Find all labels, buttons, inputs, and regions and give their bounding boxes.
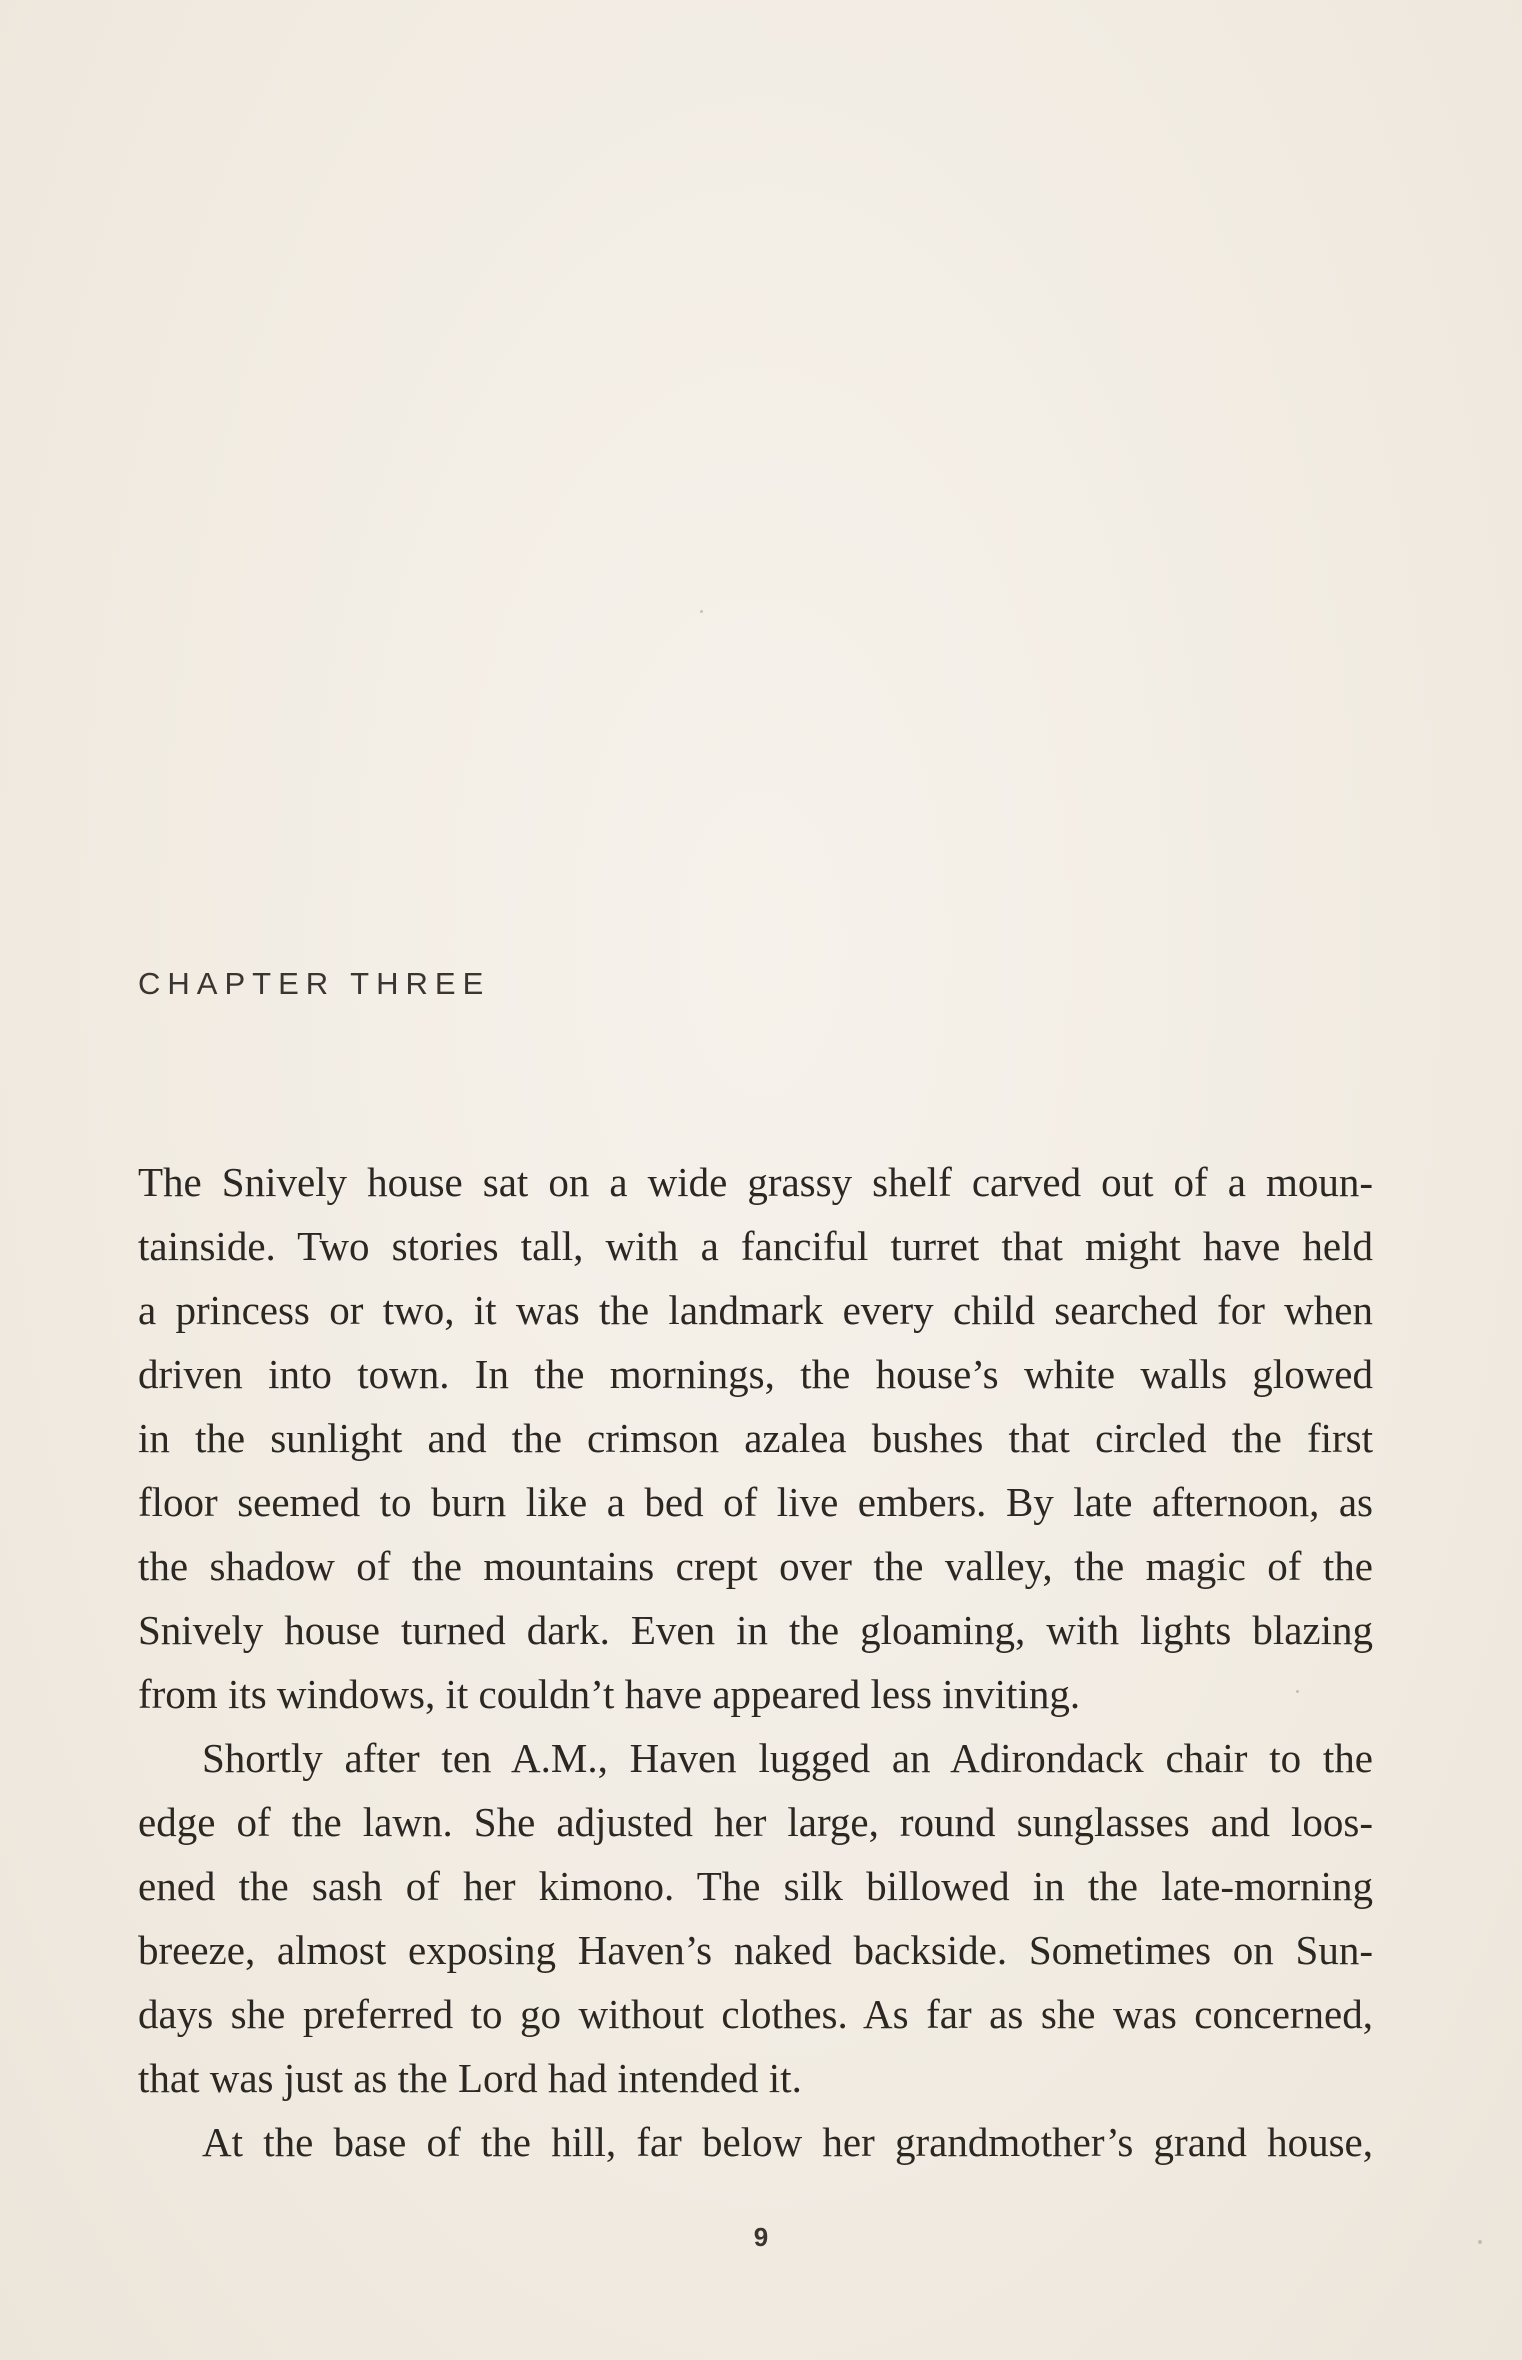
text-line: days she preferred to go without clothes. As far as she was concerned, — [138, 1991, 1373, 2037]
chapter-heading: CHAPTER THREE — [138, 966, 491, 1001]
text-line: driven into town. In the mornings, the house’s white walls glowed — [138, 1351, 1373, 1397]
text-line: a princess or two, it was the landmark every child searched for when — [138, 1287, 1373, 1333]
paper-speck — [1296, 1690, 1299, 1693]
text-line: edge of the lawn. She adjusted her large, round sunglasses and loos- — [138, 1799, 1373, 1845]
body-text — [138, 1150, 1373, 2174]
text-line: Snively house turned dark. Even in the gloaming, with lights blazing — [138, 1607, 1373, 1653]
text-line: the shadow of the mountains crept over the valley, the magic of the — [138, 1543, 1373, 1589]
text-line: The Snively house sat on a wide grassy shelf carved out of a moun- — [138, 1159, 1373, 1205]
paper-speck — [700, 610, 703, 613]
page-number: 9 — [753, 2222, 769, 2252]
text-line: breeze, almost exposing Haven’s naked backside. Sometimes on Sun- — [138, 1927, 1373, 1973]
text-line: ened the sash of her kimono. The silk billowed in the late-morning — [138, 1863, 1373, 1909]
text-line: tainside. Two stories tall, with a fanciful turret that might have held — [138, 1223, 1373, 1269]
text-line: At the base of the hill, far below her grandmother’s grand house, — [202, 2119, 1373, 2165]
text-line: in the sunlight and the crimson azalea bushes that circled the first — [138, 1415, 1373, 1461]
text-line: floor seemed to burn like a bed of live embers. By late afternoon, as — [138, 1479, 1373, 1525]
text-line: Shortly after ten A.M., Haven lugged an Adirondack chair to the — [202, 1735, 1373, 1781]
text-line: from its windows, it couldn’t have appeared less inviting. — [138, 1671, 1081, 1717]
paper-speck — [1478, 2240, 1482, 2244]
text-line: that was just as the Lord had intended it. — [138, 2055, 802, 2101]
